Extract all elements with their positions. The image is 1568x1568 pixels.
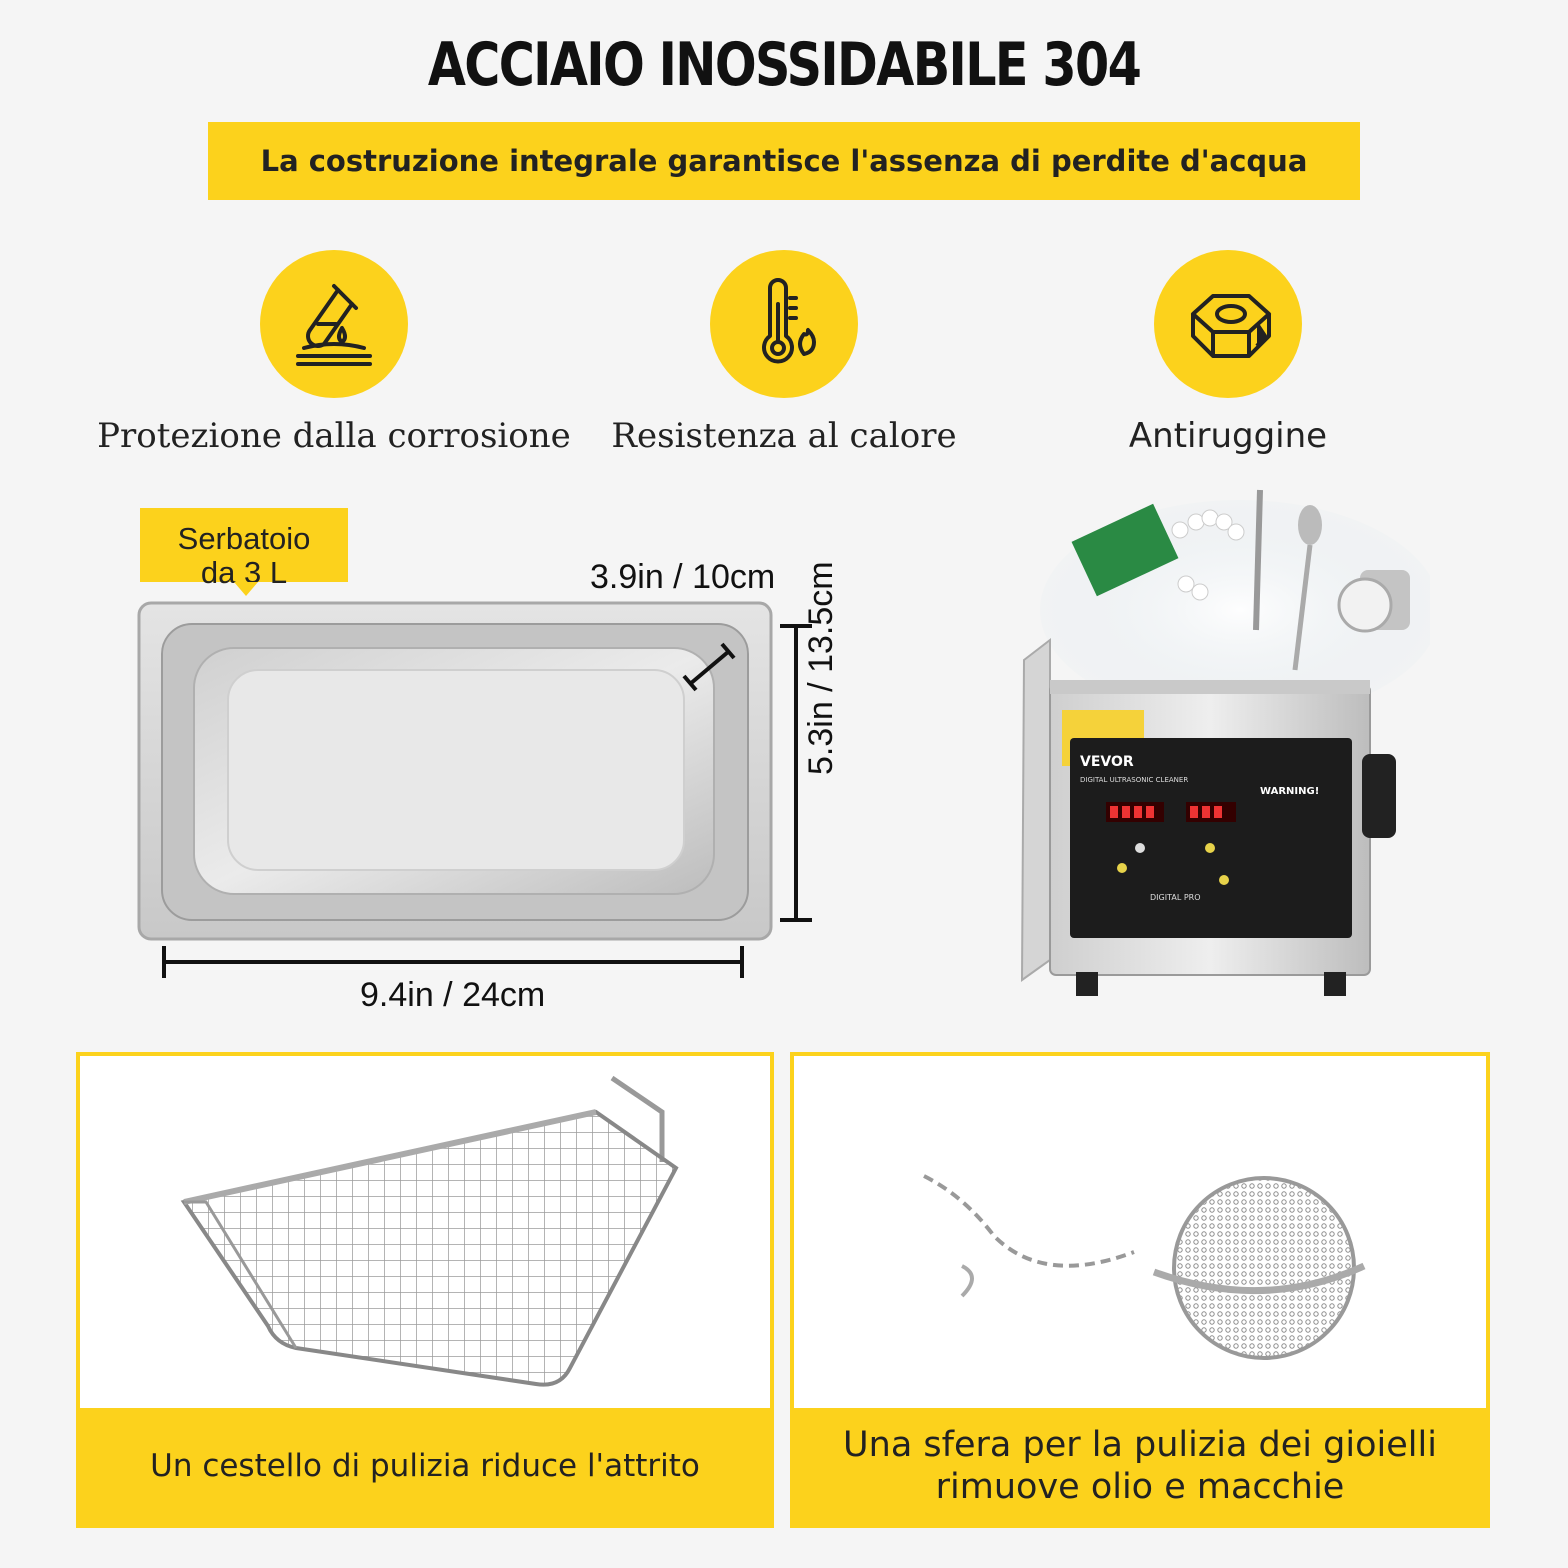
ball-caption-line2: rimuove olio e macchie [935,1467,1345,1507]
page-title: ACCIAIO INOSSIDABILE 304 [427,30,1141,100]
jewelry-ball-image [904,1126,1374,1376]
cleaning-basket-image [176,1068,686,1398]
basket-caption: Un cestello di pulizia riduce l'attrito [80,1408,770,1524]
tank-tag-line1: Serbatoio [177,521,311,556]
device-brand: VEVOR [1080,754,1134,770]
device-warning: WARNING! [1260,786,1320,797]
device-series: DIGITAL PRO [1150,893,1201,902]
device-model: DIGITAL ULTRASONIC CLEANER [1080,776,1189,784]
tank-tag-line2: da 3 L [200,555,288,590]
tank-height-label: 5.3in / 13.5cm [802,561,840,775]
ball-caption [794,1408,1486,1524]
tank-length-label: 9.4in / 24cm [360,976,546,1014]
ball-caption-line1: Una sfera per la pulizia dei gioielli [843,1425,1437,1465]
tank-width-label: 3.9in / 10cm [590,558,776,596]
ball-card [790,1052,1490,1528]
ultrasonic-cleaner-image [1010,480,1430,1030]
feature-label: Protezione dalla corrosione [97,416,571,456]
basket-card [76,1052,774,1528]
feature-label: Antiruggine [1128,416,1328,456]
subtitle-text: La costruzione integrale garantisce l'assenza di perdite d'acqua [260,144,1308,178]
feature-label: Resistenza al calore [611,416,957,456]
